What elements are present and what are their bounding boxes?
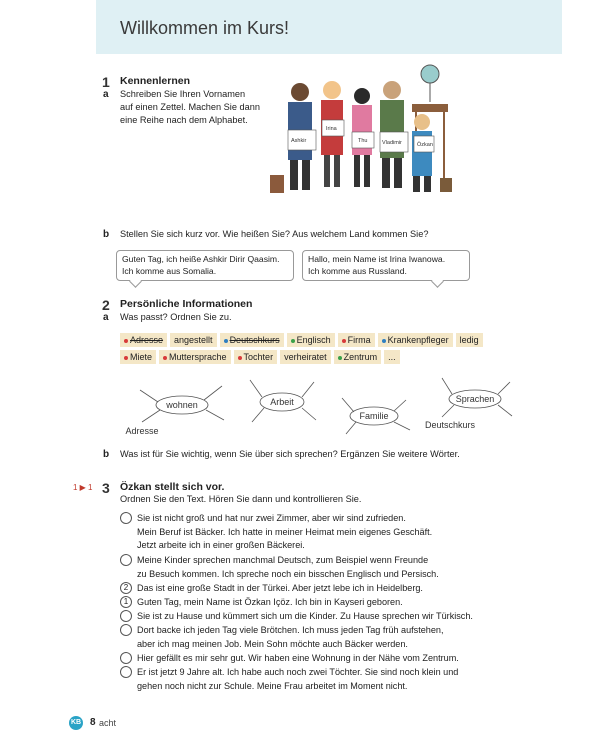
name-card-vladimir: Vladimir: [382, 140, 402, 146]
list-item: Sie ist zu Hause und kümmert sich um die Kinder. Zu Hause sprechen wir Türkisch.: [120, 610, 520, 624]
audio-track-icon[interactable]: 1 ▶ 1: [73, 483, 93, 492]
word-firma: Firma: [338, 333, 375, 347]
section-3-title: Özkan stellt sich vor.: [120, 481, 225, 493]
speech-bubble-irina: Hallo, mein Name ist Irina Iwanowa. Ich komme aus Russland.: [302, 250, 470, 281]
word-tochter: Tochter: [234, 350, 278, 364]
people-illustration: [262, 60, 462, 200]
section-2-number: 2: [102, 297, 110, 313]
word-miete: Miete: [120, 350, 156, 364]
section-1b-label: b: [103, 229, 110, 240]
order-circle[interactable]: [120, 610, 132, 622]
kb-badge: KB: [69, 716, 83, 730]
word-ledig: ledig: [456, 333, 483, 347]
mindmap-deutschkurs: Deutschkurs: [424, 420, 476, 430]
word-ellipsis: ...: [384, 350, 400, 364]
section-2-title: Persönliche Informationen: [120, 298, 253, 310]
mindmap: [110, 372, 530, 442]
page-number: 8: [90, 717, 96, 728]
list-item: Dort backe ich jeden Tag viele Brötchen. Ich muss jeden Tag früh aufstehen, aber ich mag meinen Job. Mein Sohn möchte auch Bäcker werden.: [120, 624, 520, 651]
section-2b-label: b: [103, 449, 110, 460]
section-2b-text: Was ist für Sie wichtig, wenn Sie über sich sprechen? Ergänzen Sie weitere Wörter.: [120, 449, 460, 459]
speech-bubble-ashkir: Guten Tag, ich heiße Ashkir Dirir Qaasim. Ich komme aus Somalia.: [116, 250, 294, 281]
word-deutschkurs: Deutschkurs: [220, 333, 284, 347]
section-1b-text: Stellen Sie sich kurz vor. Wie heißen Sie? Aus welchem Land kommen Sie?: [120, 229, 429, 239]
section-1a-text: Schreiben Sie Ihren Vornamen auf einen Zettel. Machen Sie dann eine Reihe nach dem Alphabet.: [120, 89, 260, 125]
section-1-number: 1: [102, 74, 110, 90]
word-adresse: Adresse: [120, 333, 167, 347]
name-card-oezkan: Özkan: [417, 142, 433, 148]
list-item: Er ist jetzt 9 Jahre alt. Ich habe auch noch zwei Töchter. Sie sind noch klein und gehen noch nicht zur Schule. Meine Frau arbeitet im Moment nicht.: [120, 666, 520, 693]
word-box: [120, 333, 500, 367]
mindmap-adresse: Adresse: [125, 426, 159, 436]
order-circle[interactable]: 1: [120, 596, 132, 608]
list-item: Meine Kinder sprechen manchmal Deutsch, zum Beispiel wenn Freunde zu Besuch kommen. Ich spreche noch ein bisschen Englisch und Persisch.: [120, 554, 520, 581]
mindmap-arbeit: Arbeit: [270, 397, 294, 407]
word-zentrum: Zentrum: [334, 350, 382, 364]
word-angestellt: angestellt: [170, 333, 217, 347]
section-3-number: 3: [102, 480, 110, 496]
section-1a-label: a: [103, 89, 109, 100]
mindmap-sprachen: Sprachen: [455, 394, 495, 404]
list-item: 2 Das ist eine große Stadt in der Türkei. Aber jetzt lebe ich in Heidelberg.: [120, 582, 520, 596]
page-number-word: acht: [99, 718, 117, 728]
section-3-instruction: Ordnen Sie den Text. Hören Sie dann und kontrollieren Sie.: [120, 494, 362, 504]
page-title: Willkommen im Kurs!: [120, 18, 290, 38]
word-muttersprache: Muttersprache: [159, 350, 231, 364]
order-circle[interactable]: [120, 624, 132, 636]
word-englisch: Englisch: [287, 333, 335, 347]
word-verheiratet: verheiratet: [280, 350, 331, 364]
section-1-title: Kennenlernen: [120, 75, 191, 87]
name-card-irina: Irina: [326, 126, 337, 132]
mindmap-wohnen: wohnen: [166, 400, 198, 410]
mindmap-familie: Familie: [359, 411, 389, 421]
word-krankenpfleger: Krankenpfleger: [378, 333, 453, 347]
order-circle[interactable]: [120, 512, 132, 524]
list-item: 1 Guten Tag, mein Name ist Özkan Içöz. Ich bin in Kayseri geboren.: [120, 596, 520, 610]
section-2a-label: a: [103, 312, 109, 323]
order-circle[interactable]: [120, 666, 132, 678]
name-card-thu: Thu: [358, 138, 368, 144]
list-item: Hier gefällt es mir sehr gut. Wir haben eine Wohnung in der Nähe vom Zentrum.: [120, 652, 520, 666]
list-item: Sie ist nicht groß und hat nur zwei Zimmer, aber wir sind zufrieden. Mein Beruf ist Bäcker. Ich hatte in meiner Heimat mein eigenes Geschäft. Jetzt arbeite ich in einer großen Bäckerei.: [120, 512, 520, 553]
name-card-ashkir: Ashkir: [291, 138, 307, 144]
section-2a-text: Was passt? Ordnen Sie zu.: [120, 312, 232, 322]
order-circle[interactable]: [120, 554, 132, 566]
order-circle[interactable]: 2: [120, 582, 132, 594]
order-circle[interactable]: [120, 652, 132, 664]
